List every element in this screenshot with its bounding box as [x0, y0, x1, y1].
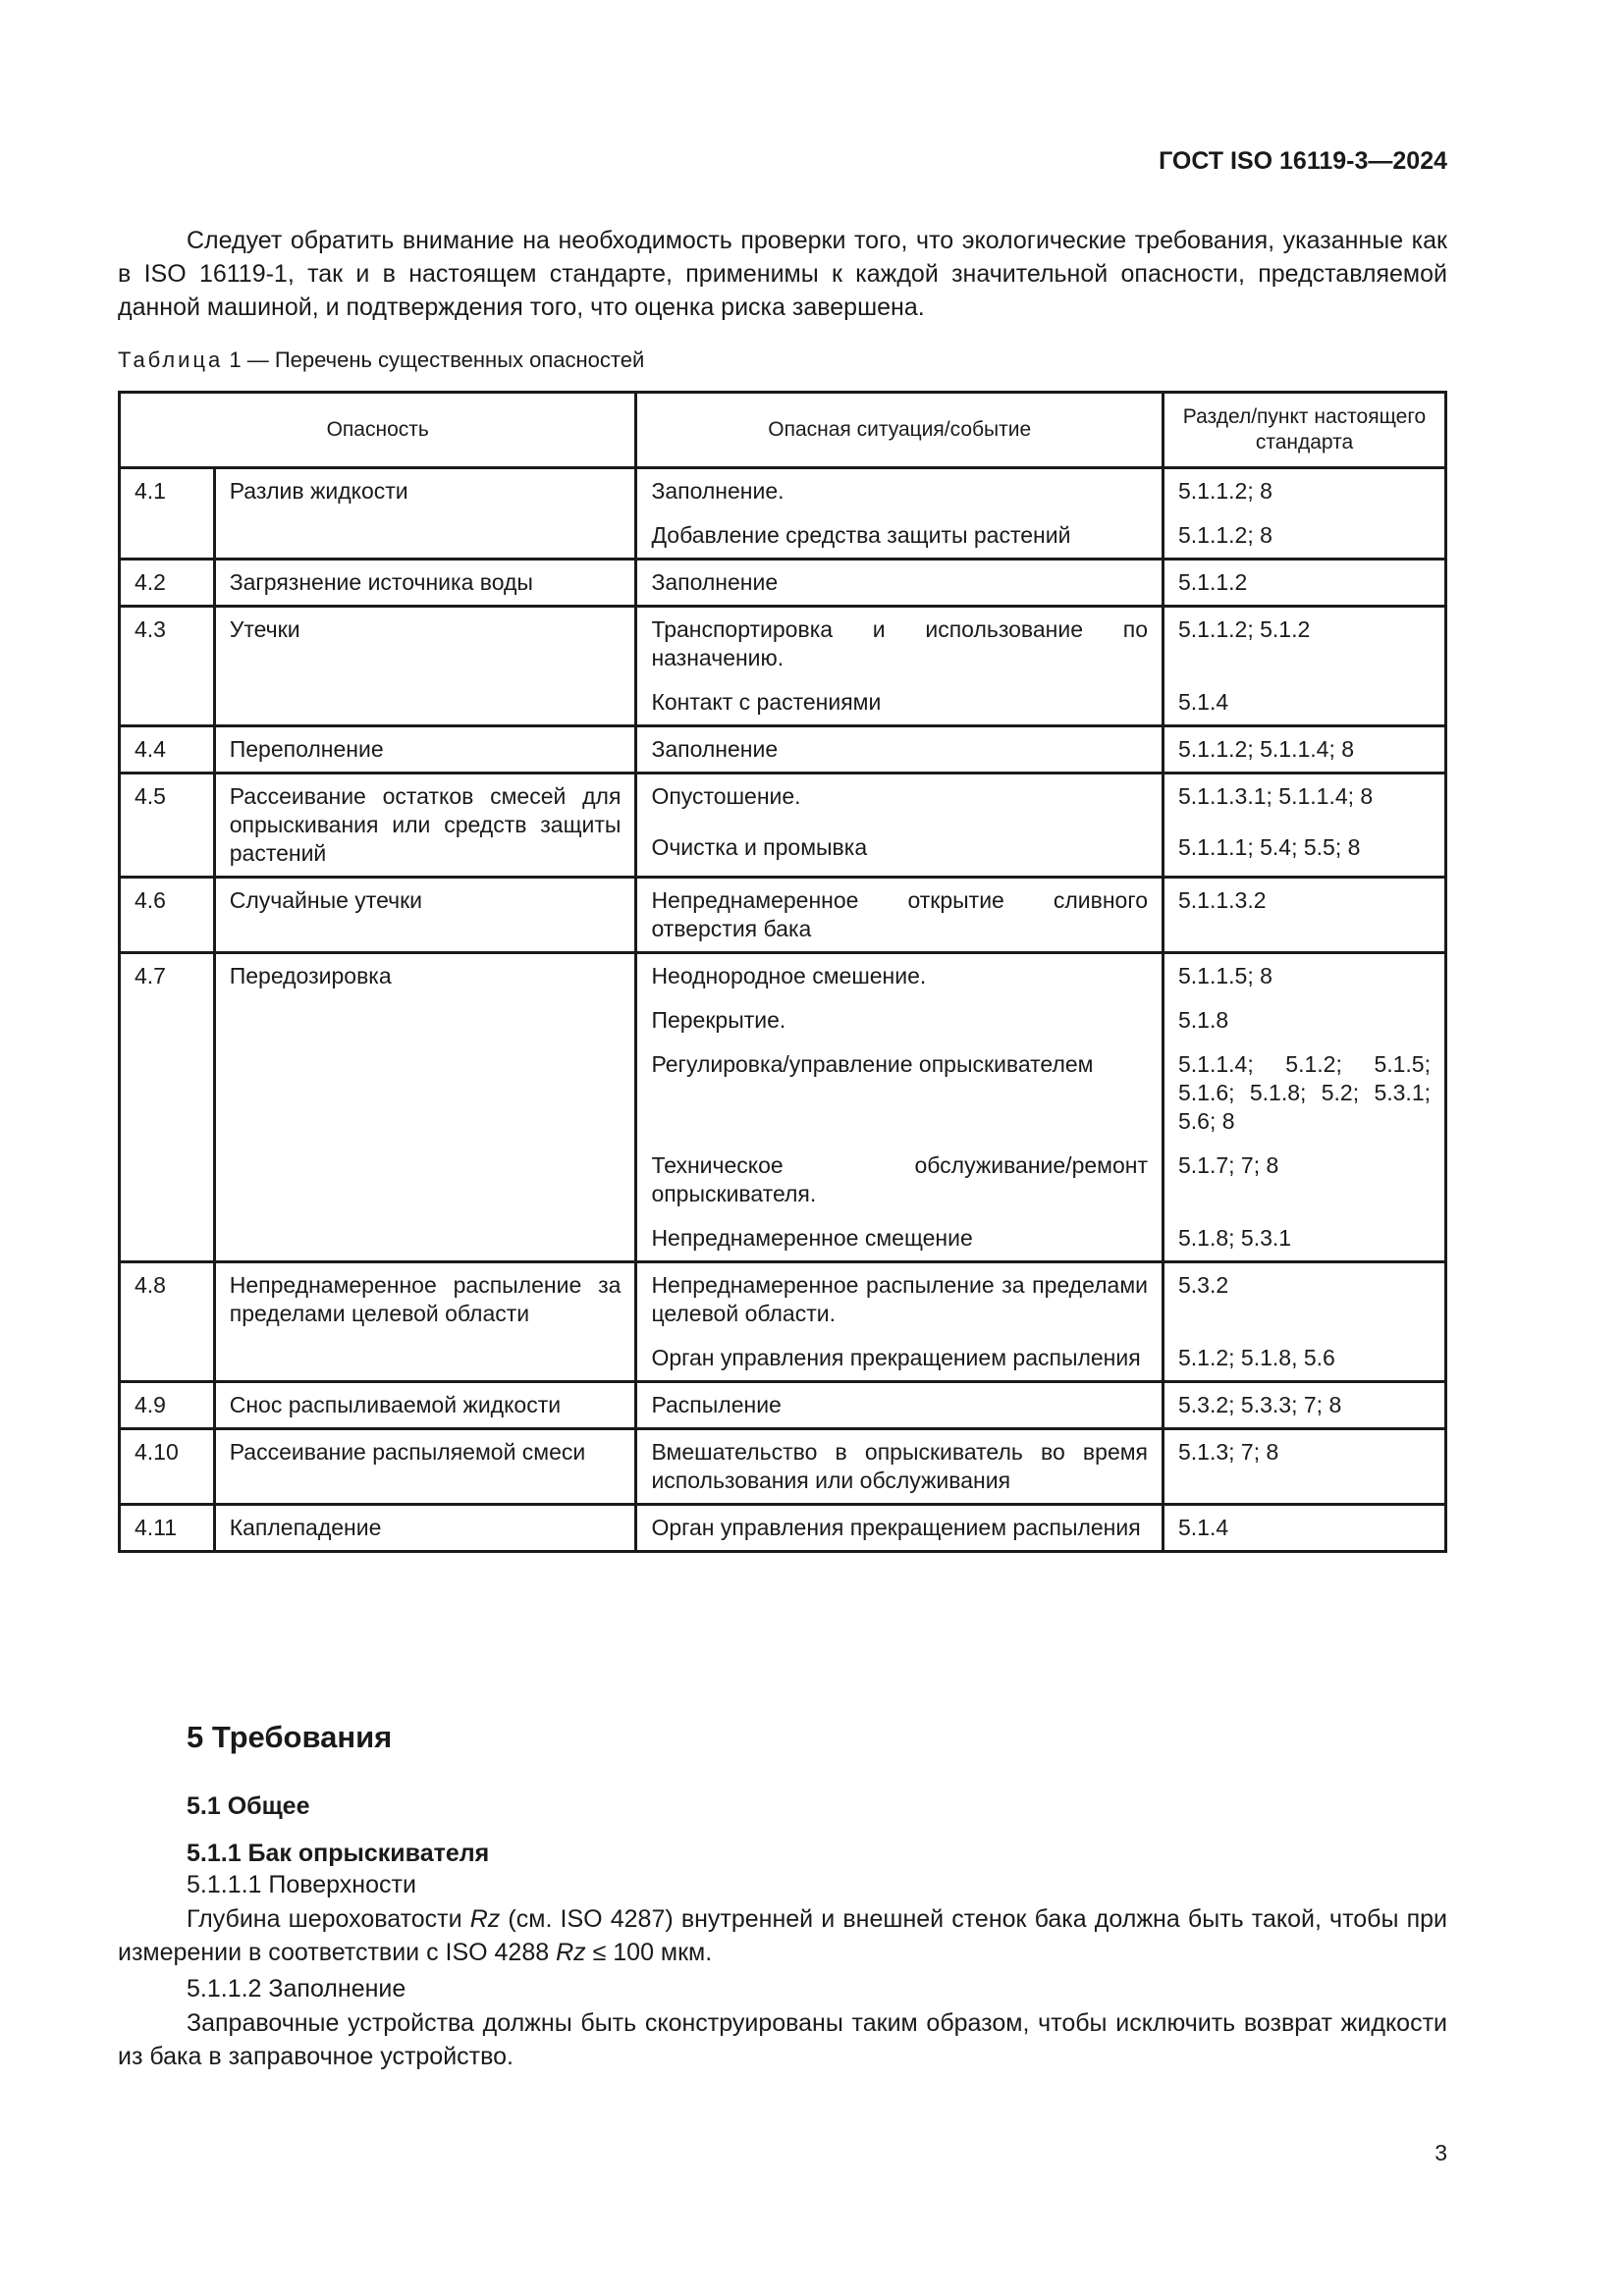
table-body [120, 468, 1446, 1552]
clause-cell: 5.1.3; 7; 8 [1164, 1429, 1446, 1505]
clause-cell: 5.3.2; 5.3.3; 7; 8 [1164, 1382, 1446, 1429]
clause-5-1-1-2-text-body: Заправочные устройства должны быть сконструированы таким образом, чтобы исключить возврат жидкости из бака в заправочное устройство. [118, 2009, 1447, 2070]
hazard-number-cell: 4.4 [120, 726, 215, 774]
table-row [120, 1382, 1446, 1429]
table-row [120, 774, 1446, 826]
table-row [120, 953, 1446, 999]
hazard-name-cell: Рассеивание распыляемой смеси [214, 1429, 636, 1505]
clause-5-1-1-2-text [118, 2006, 1447, 2073]
hazard-name-cell: Снос распыливаемой жидкости [214, 1382, 636, 1429]
table-row [120, 1505, 1446, 1552]
hazard-number-cell: 4.11 [120, 1505, 215, 1552]
situation-cell: Перекрытие. [636, 998, 1164, 1042]
table-row [120, 878, 1446, 953]
clause-cell: 5.1.1.1; 5.4; 5.5; 8 [1164, 826, 1446, 878]
clause-cell: 5.1.1.2; 5.1.1.4; 8 [1164, 726, 1446, 774]
situation-cell: Контакт с растениями [636, 680, 1164, 726]
clause-cell: 5.1.8; 5.3.1 [1164, 1216, 1446, 1262]
hazard-name-cell: Загрязнение источника воды [214, 560, 636, 607]
clause-cell: 5.1.1.2 [1164, 560, 1446, 607]
hazard-number-cell: 4.5 [120, 774, 215, 878]
table-row [120, 726, 1446, 774]
header-clause: Раздел/пункт настоящего стандарта [1164, 393, 1446, 468]
clause-cell: 5.1.1.3.2 [1164, 878, 1446, 953]
situation-cell: Заполнение. [636, 468, 1164, 514]
section-5-title: 5 Требования [187, 1720, 393, 1754]
section-5-1-title: 5.1 Общее [187, 1792, 310, 1820]
hazard-number-cell: 4.2 [120, 560, 215, 607]
table-row [120, 1429, 1446, 1505]
clause-cell: 5.1.8 [1164, 998, 1446, 1042]
table-row [120, 1262, 1446, 1337]
situation-cell: Распыление [636, 1382, 1164, 1429]
intro-text: Следует обратить внимание на необходимость проверки того, что экологические требования, указанные как в ISO 16119-1, так и в настоящем стандарте, применимы к каждой значительной опасности, представляемой данной машиной, и подтверждения того, что оценка риска завершена. [118, 227, 1447, 321]
clause-cell: 5.1.1.2; 8 [1164, 468, 1446, 514]
situation-cell: Неоднородное смешение. [636, 953, 1164, 999]
intro-paragraph [118, 224, 1447, 324]
clause-cell: 5.1.4 [1164, 1505, 1446, 1552]
clause-5-1-1-1-text [118, 1902, 1447, 1969]
table-header-row [120, 393, 1446, 468]
clause-5-1-1-1-text-a: Глубина шероховатости [187, 1905, 470, 1933]
situation-cell: Добавление средства защиты растений [636, 513, 1164, 560]
table-caption-text: 1 — Перечень существенных опасностей [229, 347, 645, 372]
table-row [120, 560, 1446, 607]
situation-cell: Опустошение. [636, 774, 1164, 826]
document-header: ГОСТ ISO 16119-3—2024 [1159, 147, 1447, 175]
clause-cell: 5.1.1.2; 8 [1164, 513, 1446, 560]
situation-cell: Очистка и промывка [636, 826, 1164, 878]
header-hazard: Опасность [120, 393, 636, 468]
hazard-number-cell: 4.3 [120, 607, 215, 726]
situation-cell: Непреднамеренное открытие сливного отверстия бака [636, 878, 1164, 953]
hazard-number-cell: 4.7 [120, 953, 215, 1262]
hazard-number-cell: 4.6 [120, 878, 215, 953]
clause-cell: 5.1.7; 7; 8 [1164, 1144, 1446, 1216]
header-situation: Опасная ситуация/событие [636, 393, 1164, 468]
situation-cell: Непреднамеренное смещение [636, 1216, 1164, 1262]
situation-cell: Орган управления прекращением распыления [636, 1505, 1164, 1552]
table-caption-label: Таблица [118, 347, 224, 372]
clause-5-1-1-1-text-b: (см. ISO 4287) внутренней и внешней стенок бака должна быть такой, чтобы при измерении в соответствии с ISO 4288 [118, 1905, 1447, 1966]
situation-cell: Вмешательство в опрыскиватель во время использования или обслуживания [636, 1429, 1164, 1505]
situation-cell: Регулировка/управление опрыскивателем [636, 1042, 1164, 1144]
situation-cell: Непреднамеренное распыление за пределами целевой области. [636, 1262, 1164, 1337]
clause-5-1-1-1-title: 5.1.1.1 Поверхности [187, 1871, 416, 1898]
hazard-name-cell: Случайные утечки [214, 878, 636, 953]
hazard-number-cell: 4.1 [120, 468, 215, 560]
clause-cell: 5.1.1.5; 8 [1164, 953, 1446, 999]
table-row [120, 468, 1446, 514]
clause-5-1-1-1-text-c: ≤ 100 мкм. [585, 1939, 713, 1966]
hazard-name-cell: Непреднамеренное распыление за пределами целевой области [214, 1262, 636, 1382]
hazard-number-cell: 4.10 [120, 1429, 215, 1505]
clause-5-1-1-2-title: 5.1.1.2 Заполнение [187, 1975, 406, 2002]
situation-cell: Орган управления прекращением распыления [636, 1336, 1164, 1382]
hazard-name-cell: Разлив жидкости [214, 468, 636, 560]
situation-cell: Техническое обслуживание/ремонт опрыскивателя. [636, 1144, 1164, 1216]
clause-cell: 5.1.4 [1164, 680, 1446, 726]
page-number: 3 [1435, 2140, 1447, 2165]
table-caption [118, 347, 644, 373]
clause-cell: 5.1.1.4; 5.1.2; 5.1.5; 5.1.6; 5.1.8; 5.2; 5.3.1; 5.6; 8 [1164, 1042, 1446, 1144]
clause-cell: 5.1.1.3.1; 5.1.1.4; 8 [1164, 774, 1446, 826]
table-row [120, 607, 1446, 681]
rz-symbol: Rz [556, 1939, 586, 1966]
section-5-1-1-title: 5.1.1 Бак опрыскивателя [187, 1840, 490, 1867]
situation-cell: Заполнение [636, 726, 1164, 774]
hazard-name-cell: Каплепадение [214, 1505, 636, 1552]
situation-cell: Транспортировка и использование по назначению. [636, 607, 1164, 681]
hazards-table [118, 391, 1447, 1553]
situation-cell: Заполнение [636, 560, 1164, 607]
hazard-name-cell: Рассеивание остатков смесей для опрыскивания или средств защиты растений [214, 774, 636, 878]
clause-cell: 5.1.2; 5.1.8, 5.6 [1164, 1336, 1446, 1382]
hazard-name-cell: Утечки [214, 607, 636, 726]
hazard-number-cell: 4.8 [120, 1262, 215, 1382]
hazard-name-cell: Передозировка [214, 953, 636, 1262]
hazard-name-cell: Переполнение [214, 726, 636, 774]
hazard-number-cell: 4.9 [120, 1382, 215, 1429]
clause-cell: 5.1.1.2; 5.1.2 [1164, 607, 1446, 681]
clause-cell: 5.3.2 [1164, 1262, 1446, 1337]
rz-symbol: Rz [469, 1905, 501, 1933]
